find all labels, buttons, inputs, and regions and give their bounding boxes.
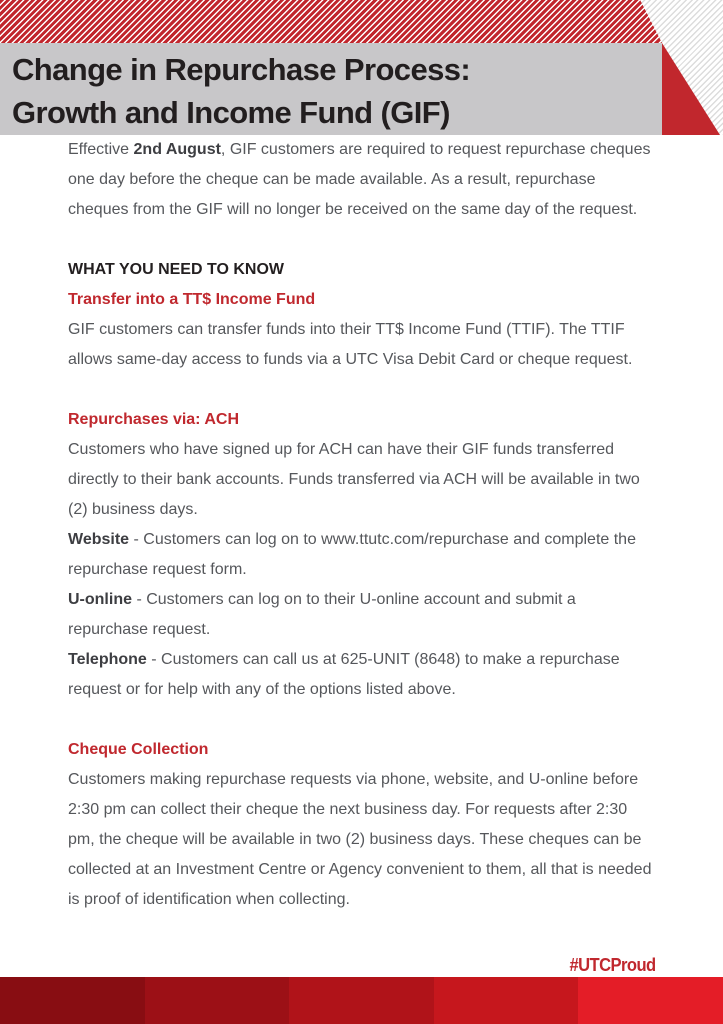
section-what-you-need-to-know	[68, 255, 657, 375]
footer-block-5	[578, 977, 723, 1024]
red-diagonal-stripes-banner	[0, 0, 662, 43]
channel-website	[68, 525, 657, 585]
title-band	[0, 43, 662, 135]
channel-website-text: - Customers can log on to www.ttutc.com/repurchase and complete the repurchase request form.	[68, 531, 636, 578]
cheque-body: Customers making repurchase requests via phone, website, and U-online before 2:30 pm can collect their cheque the next business day. For requests after 2:30 pm, the cheque will be available in two (2) business days. These cheques can be collected at an Investment Centre or Agency convenient to them, all that is needed is proof of identification when collecting.	[68, 771, 652, 908]
intro-paragraph	[68, 135, 657, 225]
channel-uonline	[68, 585, 657, 645]
header-banner	[0, 0, 723, 135]
footer-block-2	[145, 977, 290, 1024]
channel-telephone-label: Telephone	[68, 651, 147, 668]
channel-uonline-text: - Customers can log on to their U-online account and submit a repurchase request.	[68, 591, 576, 638]
section-heading-cheque: Cheque Collection	[68, 741, 209, 758]
footer-block-4	[434, 977, 579, 1024]
transfer-body: GIF customers can transfer funds into their TT$ Income Fund (TTIF). The TTIF allows same-day access to funds via a UTC Visa Debit Card or cheque request.	[68, 321, 633, 368]
channel-website-label: Website	[68, 531, 130, 548]
ach-body: Customers who have signed up for ACH can have their GIF funds transferred directly to their bank accounts. Funds transferred via ACH will be available in two (2) business days.	[68, 441, 640, 518]
channel-telephone-text: - Customers can call us at 625-UNIT (8648) to make a repurchase request or for help with any of the options listed above.	[68, 651, 620, 698]
section-heading-ach: Repurchases via: ACH	[68, 411, 240, 428]
channel-uonline-label: U-online	[68, 591, 132, 608]
page-title-line1: Change in Repurchase Process:	[12, 52, 471, 87]
footer-block-3	[289, 977, 434, 1024]
body-content	[0, 135, 723, 915]
section-cheque-collection	[68, 735, 657, 915]
channel-telephone	[68, 645, 657, 705]
section-heading-transfer: Transfer into a TT$ Income Fund	[68, 291, 316, 308]
footer-block-1	[0, 977, 145, 1024]
intro-lead: Effective	[68, 141, 134, 158]
section-heading-know: WHAT YOU NEED TO KNOW	[68, 261, 284, 278]
section-ach	[68, 405, 657, 705]
utcproud-hashtag: #UTCProud	[569, 955, 656, 975]
intro-body: , GIF customers are required to request repurchase cheques one day before the cheque can be made available. As a result, repurchase cheques from the GIF will no longer be received on the same day of the request.	[68, 141, 651, 218]
footer-color-strip	[0, 977, 723, 1024]
intro-effective-date: 2nd August	[133, 141, 221, 158]
page-title	[0, 43, 662, 134]
page-title-line2: Growth and Income Fund (GIF)	[12, 95, 450, 130]
